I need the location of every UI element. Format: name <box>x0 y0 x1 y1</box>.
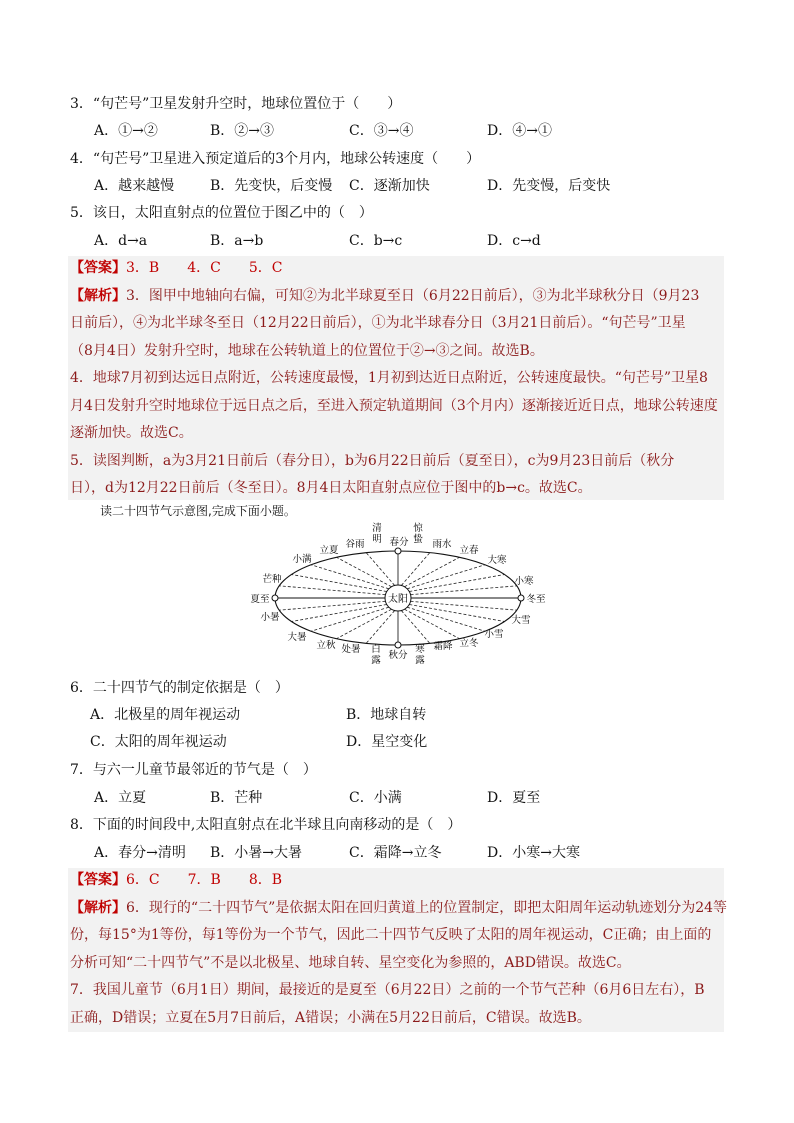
q6-option-c: C．太阳的周年视运动 <box>90 734 227 750</box>
explanation-line-5: 月4日发射升空时地球位于远日点之后，至进入预定轨道期间（3个月内）逐渐接近近日点，地球公转速度 <box>70 398 718 414</box>
question-6-stem: 6．二十四节气的制定依据是（ ） <box>70 680 289 696</box>
question-5-stem: 5．该日，太阳直射点的位置位于图乙中的（ ） <box>70 205 373 221</box>
explanation-tag: 【解析】 <box>70 288 126 304</box>
answer-line <box>70 870 282 890</box>
explanation-line-3: （8月4日）发射升空时，地球在公转轨道上的位置位于②→③之间。故选B。 <box>70 343 544 359</box>
term-lidong: 立冬 <box>459 638 479 649</box>
explanation-line-4: 7．我国儿童节（6月1日）期间，最接近的是夏至（6月22日）之前的一个节气芒种（6月6日左右），B <box>70 982 705 998</box>
q3-option-a: A．①→② <box>94 123 158 139</box>
question-8-stem: 8．下面的时间段中,太阳直射点在北半球且向南移动的是（ ） <box>70 817 462 833</box>
answer-text: 3．B 4．C 5．C <box>126 260 283 276</box>
solar-terms-diagram <box>240 520 560 670</box>
term-dongzhi: 冬至 <box>526 594 546 605</box>
explanation-line-1: 【解析】6．现行的“二十四节气”是依据太阳在回归黄道上的位置制定，即把太阳周年运动轨迹划分为24等 <box>70 900 728 916</box>
q5-option-b: B．a→b <box>210 233 264 249</box>
q3-option-d: D．④→① <box>487 123 552 139</box>
explanation-line-3: 分析可知“二十四节气”不是以北极星、地球自转、星空变化为参照的，ABD错误。故选C。 <box>70 955 631 971</box>
term-daxue: 大雪 <box>511 615 531 626</box>
term-xiaoman: 小满 <box>292 554 312 565</box>
summer-solstice-dot <box>272 595 278 601</box>
answer-block-1 <box>68 256 724 500</box>
spring-equinox-dot <box>395 548 401 554</box>
q4-option-b: B．先变快，后变慢 <box>210 178 333 194</box>
term-xiaoshu: 小暑 <box>260 612 280 623</box>
question-6-options-row-1 <box>90 705 694 725</box>
q8-option-a: A．春分→清明 <box>94 845 186 861</box>
term-qiufen: 秋分 <box>388 650 408 661</box>
explanation-line-6: 逐渐加快。故选C。 <box>70 425 193 441</box>
term-jingzhe: 惊蛰 <box>413 523 423 545</box>
q7-option-b: B．芒种 <box>210 790 263 806</box>
question-3-options <box>94 121 694 141</box>
q5-option-c: C．b→c <box>349 233 403 249</box>
explanation-line-7: 5．读图判断，a为3月21日前后（春分日），b为6月22日前后（夏至日），c为9月23日前后（秋分 <box>70 453 675 469</box>
question-7-options <box>94 788 694 808</box>
explanation-line-2: 份，每15°为1等份，每1等份为一个节气，因此二十四节气反映了太阳的周年视运动，C正确；由上面的 <box>70 927 712 943</box>
q5-option-d: D．c→d <box>487 233 541 249</box>
explanation-line-1: 【解析】3．图甲中地轴向右偏，可知②为北半球夏至日（6月22日前后），③为北半球秋分日（9月23 <box>70 288 700 304</box>
term-yushui: 雨水 <box>432 539 452 550</box>
question-3-stem: 3．“句芒号”卫星发射升空时，地球位置位于（ ） <box>70 96 402 112</box>
q7-option-c: C．小满 <box>349 790 402 806</box>
answer-block-2 <box>68 868 728 1032</box>
term-bailu: 白露 <box>371 644 381 666</box>
answer-text: 6．C 7．B 8．B <box>126 872 283 888</box>
explanation-tag: 【解析】 <box>70 900 126 916</box>
q3-option-c: C．③→④ <box>349 123 414 139</box>
q8-option-d: D．小寒→大寒 <box>487 845 580 861</box>
q6-option-b: B．地球自转 <box>346 707 427 723</box>
explanation-line-5: 正确，D错误；立夏在5月7日前后，A错误；小满在5月22日前后，C错误。故选B。 <box>70 1010 591 1026</box>
q6-option-a: A．北极星的周年视运动 <box>90 707 241 723</box>
term-xiaoxue: 小雪 <box>484 629 504 640</box>
question-7-stem: 7．与六一儿童节最邻近的节气是（ ） <box>70 762 317 778</box>
q3-option-b: B．②→③ <box>210 123 275 139</box>
q6-option-d: D．星空变化 <box>346 734 428 750</box>
q8-option-b: B．小暑→大暑 <box>210 845 303 861</box>
q4-option-a: A．越来越慢 <box>94 178 175 194</box>
question-8-options <box>94 843 694 863</box>
question-5-options <box>94 231 694 251</box>
q8-option-c: C．霜降→立冬 <box>349 845 442 861</box>
term-liqiu: 立秋 <box>316 640 336 651</box>
q5-option-a: A．d→a <box>94 233 148 249</box>
term-xiazhi: 夏至 <box>250 594 270 605</box>
answer-tag: 【答案】 <box>70 260 126 276</box>
explanation-line-2: 日前后），④为北半球冬至日（12月22日前后），①为北半球春分日（3月21日前后）。“句芒号”卫星 <box>70 315 686 331</box>
sun-label: 太阳 <box>388 594 408 605</box>
term-lichun: 立春 <box>459 545 479 556</box>
term-dashu: 大暑 <box>287 632 307 643</box>
diagram-intro: 读二十四节气示意图,完成下面小题。 <box>100 504 296 518</box>
term-guyu: 谷雨 <box>345 539 365 550</box>
term-mangzhong: 芒种 <box>262 574 282 585</box>
explanation-line-8: 日），d为12月22日前后（冬至日）。8月4日太阳直射点应位于图中的b→c。故选C。 <box>70 480 592 496</box>
q4-option-c: C．逐渐加快 <box>349 178 430 194</box>
winter-solstice-dot <box>518 595 524 601</box>
q7-option-d: D．夏至 <box>487 790 541 806</box>
question-4-stem: 4．“句芒号”卫星进入预定道后的3个月内，地球公转速度（ ） <box>70 151 481 167</box>
term-xiaohan: 小寒 <box>514 576 534 587</box>
term-hanlu: 寒露 <box>415 644 425 666</box>
q7-option-a: A．立夏 <box>94 790 147 806</box>
term-chunfen: 春分 <box>389 537 409 548</box>
term-shuangjiang: 霜降 <box>433 641 453 652</box>
q4-option-d: D．先变慢，后变快 <box>487 178 611 194</box>
question-6-options-row-2 <box>90 732 694 752</box>
autumn-equinox-dot <box>395 642 401 648</box>
explanation-line-4: 4．地球7月初到达远日点附近，公转速度最慢，1月初到达近日点附近，公转速度最快。“句芒号”卫星8 <box>70 370 708 386</box>
term-dahan: 大寒 <box>487 555 507 566</box>
answer-line <box>70 258 282 278</box>
term-lixia: 立夏 <box>319 545 339 556</box>
question-4-options <box>94 176 694 196</box>
term-chushu: 处暑 <box>341 644 361 655</box>
answer-tag: 【答案】 <box>70 872 126 888</box>
term-qingming: 清明 <box>372 523 382 545</box>
